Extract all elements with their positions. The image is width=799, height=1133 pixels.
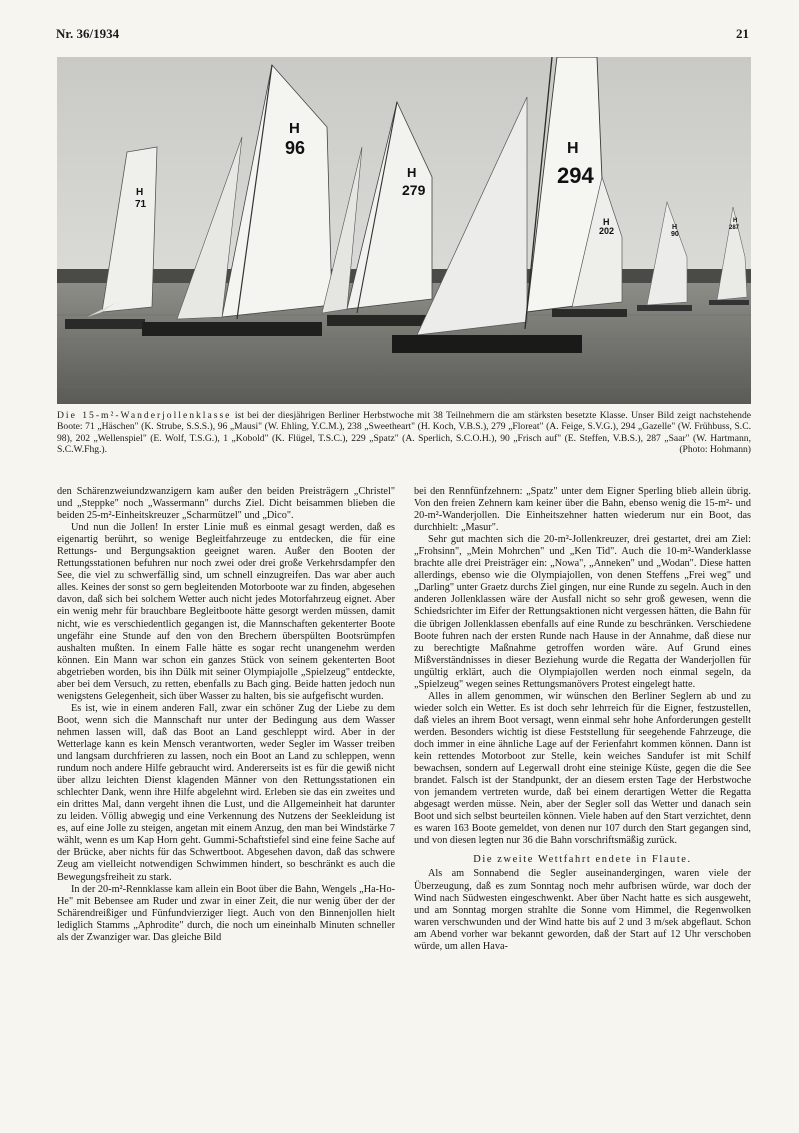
sail-number-279-letter: H <box>407 165 417 180</box>
caption-body: ist bei der diesjährigen Berliner Herbstwoche mit 38 Teilnehmern die am stärksten besetzte Klasse. Unser Bild zeigt nachstehende Boote: 71 „Häschen" (K. Strube, S.S.S.), 96 „Mausi" (W. Ehling, Y.C.M.), 238 „Sweetheart" (H. Koch, V.B.S.), 279 „Floreat" (A. Feige, S.V.G.), 294 „Gazelle" (W. Frühbuss, S.C. 98), 202 „Wellenspiel" (E. Wolf, T.S.G.), 1 „Kobold" (K. Flügel, T.S.C.), 229 „Spatz" (A. Sperlich, S.C.O.H.), 90 „Frisch auf" (E. Steffen, V.B.S.), 287 „Saar" (W. Hartmann, S.C.W.Fhg.). <box>57 410 751 455</box>
section-heading: Die zweite Wettfahrt endete in Flaute. <box>473 854 692 866</box>
sail-number-279: 279 <box>402 182 426 198</box>
sail-number-90: 90 <box>671 231 679 238</box>
sail-number-294-letter: H <box>567 140 579 157</box>
paragraph: Als am Sonnabend die Segler auseinandergingen, waren viele der Überzeugung, daß es zum Sonntag noch mehr aufbrisen würde, war doch der Wind nach Südwesten eingeschwenkt. Aber über Nacht hatte es sich ausgeweht, und am Sonntag morgen strahlte die Sonne vom Himmel, die Regenwolken waren verschwunden und der Wind hatte bis auf 2 und 3 m/sek abgeflaut. Schon am Abend vorher war bekannt geworden, daß der Start auf 12 Uhr verschoben würde, um allen Hava- <box>414 868 751 952</box>
caption-lead: Die 15-m²-Wanderjollenklasse <box>57 410 232 421</box>
sail-number-96: 96 <box>285 138 306 158</box>
photo-credit: (Photo: Hohmann) <box>679 443 751 455</box>
paragraph: In der 20-m²-Rennklasse kam allein ein Boot über die Bahn, Wengels „Ha-Ho-He" mit Bebensee am Ruder und zwar in einer Zeit, die nur wenig über der der Schärendreißiger und Fünfundvierziger liegt. Auch von den Binnenjollen hielt lediglich Stamms „Aphrodite" durch, die noch um eineinhalb Minuten schneller als der Zwanziger war. Das gleiche Bild <box>57 883 395 943</box>
sail-number-202: 202 <box>599 226 615 236</box>
regatta-photo-illustration <box>57 57 751 404</box>
article-column-left <box>57 486 395 1108</box>
paragraph: Und nun die Jollen! In erster Linie muß es einmal gesagt werden, daß es eigenartig berührt, so wenige Begleitfahrzeuge zu entdecken, die für eine Rettungs- und Bergungsaktion geeignet waren. Außer den Booten der Rettungsstationen befuhren nur noch zwei oder drei große Verkehrsdampfer den See, die viel zu schwerfällig sind, um schnell einzugreifen. Das war aber auch alles. Keines der sonst so gern begleitenden Motorboote war zu finden, abgesehen davon, daß sich bei solchem Wetter auch nicht jedes Motorfahrzeug eignet. Aber ein wenig mehr für brauchbare Begleitboote hätte gesorgt werden müssen, damit nicht, wie es verschiedentlich gegangen ist, die Mannschaften gekenterter Boote ungefähr eine Stunde auf den von den Brechern überspülten Bootsrümpfen aushalten mußten. In einem Falle hätte es sogar recht unangenehm werden können. Ein Mann war schon ein ganzes Stück von seinem gekenterten Boot abgetrieben worden, bis ihn Dülk mit seiner Olympiajolle „Spielzeug" entdeckte, aber bei dem Versuch, zu retten, ebenfalls zu Bach ging. Beide hatten jedoch nun wenigstens Gelegenheit, sich über Wasser zu halten, bis sie aufgefischt wurden. <box>57 522 395 702</box>
paragraph: Alles in allem genommen, wir wünschen den Berliner Seglern ab und zu wieder solch ein Wetter. Es ist doch sehr lehrreich für die Eigner, festzustellen, daß vieles an ihrem Boot versagt, wenn einmal sehr hohe Anforderungen gestellt werden. Besonders wichtig ist diese Feststellung für seegehende Fahrzeuge, die doch immer in eine ähnliche Lage auf der Ferienfahrt kommen können. Dann ist kein rettendes Motorboot zur Stelle, kein weiches Sandufer ist mit Schilf bewachsen, sondern auf Legerwall droht eine steinige Küste, gegen die die See brandet. Falsch ist der Standpunkt, der an diesem ersten Tage der Herbstwoche von jemandem vertreten wurde, daß bei einem derartigen Wetter die Regatta abgesagt werden müsse. Nein, aber der Segler soll das Wetter und danach sein Boot und sich selbst beurteilen können. Viele haben auf den Start verzichtet, denn es waren 163 Boote gemeldet, von denen nur 107 durch den Start gegangen sind, und von diesen legten nur 36 die Bahn vorschriftsmäßig zurück. <box>414 690 751 847</box>
paragraph: Sehr gut machten sich die 20-m²-Jollenkreuzer, drei gestartet, drei am Ziel: „Frohsinn", „Mein Mohrchen" und „Ken Tid". Auch die 10-m²-Wanderklasse brachte alle drei Preisträger ein: „Nowa", „Anneken" und „Wodan". Diese hatten allerdings, ebenso wie die Olympiajollen, von denen Steffens „Frei weg" und „Darling" unter Graetz durchs Ziel gingen, nur eine Runde zu segeln. Auch in den anderen Jollenklassen wäre der Ausfall nicht so sehr groß gewesen, wenn die Schiedsrichter im Eifer der Rettungsaktionen nicht vergessen hätten, die Bahn für die übrigen Jollenklassen ebenfalls auf eine Runde zu beschränken. Verschiedene Boote fuhren nach der ersten Runde nach Hause in der Annahme, daß diese nur zu berechtigte Maßnahme getroffen worden wäre. Auf Grund eines Mißverständnisses in dieser Beziehung wurde die Regatta der Wanderjollen für ungültig erklärt, auch die Olympiajollen werden noch einmal segeln, da „Spielzeug" wegen seines Rettungsmanövers Protest eingelegt hatte. <box>414 534 751 690</box>
paragraph: bei den Rennfünfzehnern: „Spatz" unter dem Eigner Sperling blieb allein übrig. Von den freien Zehnern kam keiner über die Bahn, ebenso wenig die 15-m²- und 20-m²-Wanderjollen. Die Einheitszehner hatten wiederum nur ein Boot, das durchhielt: „Masur". <box>414 486 751 534</box>
sail-number-90-letter: H <box>672 224 678 231</box>
sail-number-96-letter: H <box>289 120 300 137</box>
article-column-right <box>414 486 751 1101</box>
page-number: 21 <box>736 26 749 41</box>
sail-number-294: 294 <box>557 163 594 188</box>
paragraph: Es ist, wie in einem anderen Fall, zwar ein schöner Zug der Liebe zu dem Boot, wenn sich die Mannschaft nur unter der Bedingung aus dem Wasser nehmen lassen will, daß das Boot an Land geschleppt wird. Aber in der Wetterlage kann es kein Mensch verantworten, weder Segler im Wasser treiben und langsam durchfrieren zu lassen, noch ein Boot an Land zu schleppen, wenn rundum noch andere Hilfe gebraucht wird. Andererseits ist es für die gewiß nicht über allzu leichten Dienst klagenden Männer von den Rettungsstationen ein schlechter Dank, wenn ihre Hilfe abgelehnt wird. Erleben sie das ein zweites und ein drittes Mal, dann vergeht ihnen die Lust, und die Allgemeinheit hat darunter zu leiden. Völlig abwegig und eine Verkennung des Nutzens der Seekleidung ist es, auf eine Jolle zu steigen, angetan mit einem Anzug, den man bei Windstärke 7 wählt, wenn es um Kap Horn geht. Gummi-Schaftstiefel sind eine feine Sache auf der Brücke, aber nichts für das Schwertboot. Abgesehen davon, daß das schwere Zeug am vielleicht notwendigen Schwimmen hindert, so beschränkt es auch die Bewegungsfreiheit zu stark. <box>57 702 395 883</box>
sail-number-287-letter: H <box>733 218 738 224</box>
regatta-photo <box>57 57 751 404</box>
sail-number-287: 287 <box>729 225 740 231</box>
sail-number-202-letter: H <box>603 217 610 227</box>
photo-caption <box>57 410 751 455</box>
issue-number: Nr. 36/1934 <box>56 26 120 41</box>
sail-number-71-letter: H <box>136 187 144 198</box>
sail-number-71: 71 <box>135 199 147 210</box>
paragraph: den Schärenzweiundzwanzigern kam außer den beiden Preisträgern „Christel" und „Steppke" noch „Wassermann" durchs Ziel. Dicht beisammen blieben die beiden 25-m²-Einheitskreuzer „Scharmützel" und „Dico". <box>57 486 395 522</box>
page-header <box>56 26 749 44</box>
